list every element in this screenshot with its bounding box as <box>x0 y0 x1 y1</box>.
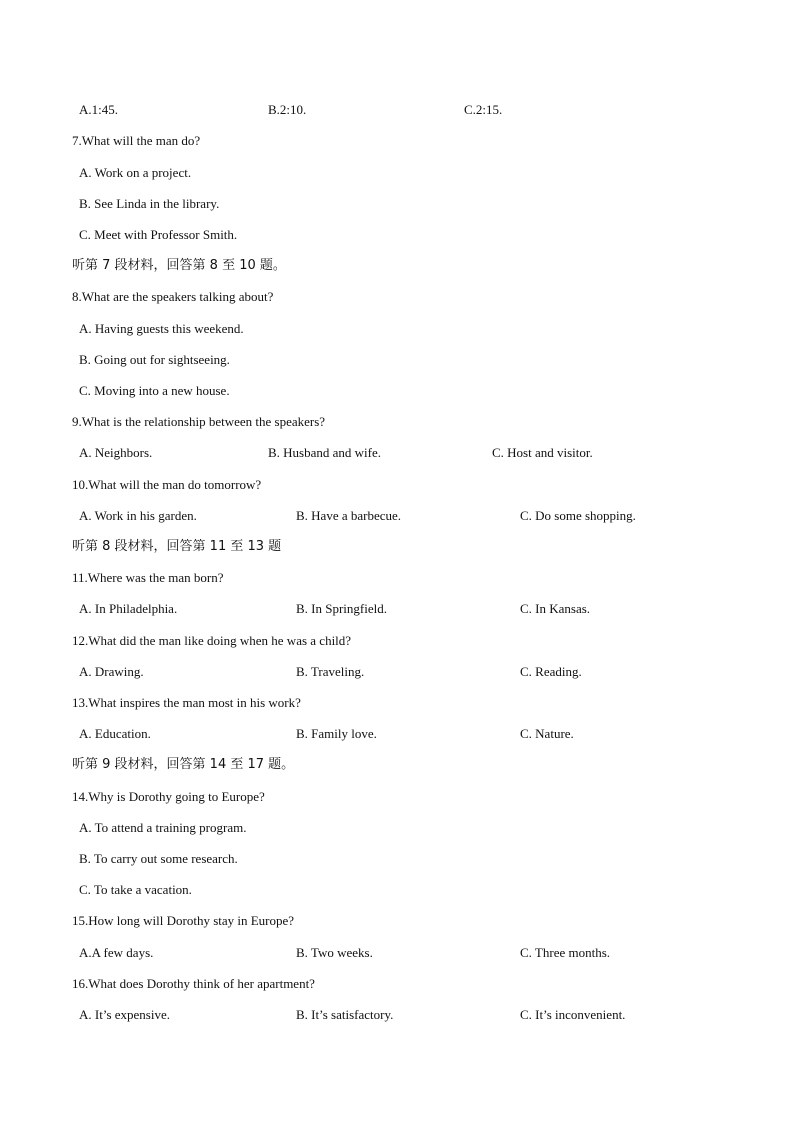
q10-option-a: A. Work in his garden. <box>79 508 197 523</box>
q8-option-a: A. Having guests this weekend. <box>79 321 244 336</box>
q14-question: 14.Why is Dorothy going to Europe? <box>72 789 265 804</box>
q8-option-b: B. Going out for sightseeing. <box>79 352 230 367</box>
q7-option-a: A. Work on a project. <box>79 165 192 180</box>
q9-question: 9.What is the relationship between the speakers? <box>72 414 326 429</box>
q16-option-b: B. It’s satisfactory. <box>296 1007 394 1022</box>
q13-option-b: B. Family love. <box>296 726 377 741</box>
q13-question: 13.What inspires the man most in his work? <box>72 695 301 710</box>
q13-option-a: A. Education. <box>79 726 151 741</box>
q12-question: 12.What did the man like doing when he was a child? <box>72 633 352 648</box>
q16-option-a: A. It’s expensive. <box>79 1007 170 1022</box>
q7-option-c: C. Meet with Professor Smith. <box>79 227 238 242</box>
q9-option-a: A. Neighbors. <box>79 445 153 460</box>
q16-option-c: C. It’s inconvenient. <box>520 1007 626 1022</box>
q11-option-a: A. In Philadelphia. <box>79 601 178 616</box>
q11-option-b: B. In Springfield. <box>296 601 387 616</box>
q9-option-b: B. Husband and wife. <box>268 445 382 460</box>
q11-option-c: C. In Kansas. <box>520 601 591 616</box>
q7-option-b: B. See Linda in the library. <box>79 196 220 211</box>
q11-question: 11.Where was the man born? <box>72 570 224 585</box>
section-heading-9: 听第 9 段材料，回答第 14 至 17 题。 <box>72 757 295 772</box>
q12-option-c: C. Reading. <box>520 664 582 679</box>
q7-question: 7.What will the man do? <box>72 133 201 148</box>
q14-option-a: A. To attend a training program. <box>79 820 247 835</box>
q15-question: 15.How long will Dorothy stay in Europe? <box>72 913 295 928</box>
q14-option-b: B. To carry out some research. <box>79 851 238 866</box>
section-heading-8: 听第 8 段材料，回答第 11 至 13 题 <box>72 539 282 554</box>
section-heading-7: 听第 7 段材料，回答第 8 至 10 题。 <box>72 258 286 273</box>
q12-option-b: B. Traveling. <box>296 664 365 679</box>
q10-option-b: B. Have a barbecue. <box>296 508 402 523</box>
q10-question: 10.What will the man do tomorrow? <box>72 477 262 492</box>
q15-option-a: A.A few days. <box>79 945 154 960</box>
q6-option-c: C.2:15. <box>464 102 503 117</box>
q15-option-c: C. Three months. <box>520 945 611 960</box>
q6-option-b: B.2:10. <box>268 102 307 117</box>
q6-option-a: A.1:45. <box>79 102 118 117</box>
q13-option-c: C. Nature. <box>520 726 574 741</box>
q14-option-c: C. To take a vacation. <box>79 882 192 897</box>
q8-option-c: C. Moving into a new house. <box>79 383 230 398</box>
q10-option-c: C. Do some shopping. <box>520 508 636 523</box>
q12-option-a: A. Drawing. <box>79 664 144 679</box>
q8-question: 8.What are the speakers talking about? <box>72 289 274 304</box>
q16-question: 16.What does Dorothy think of her apartment? <box>72 976 315 991</box>
q15-option-b: B. Two weeks. <box>296 945 373 960</box>
q9-option-c: C. Host and visitor. <box>492 445 593 460</box>
